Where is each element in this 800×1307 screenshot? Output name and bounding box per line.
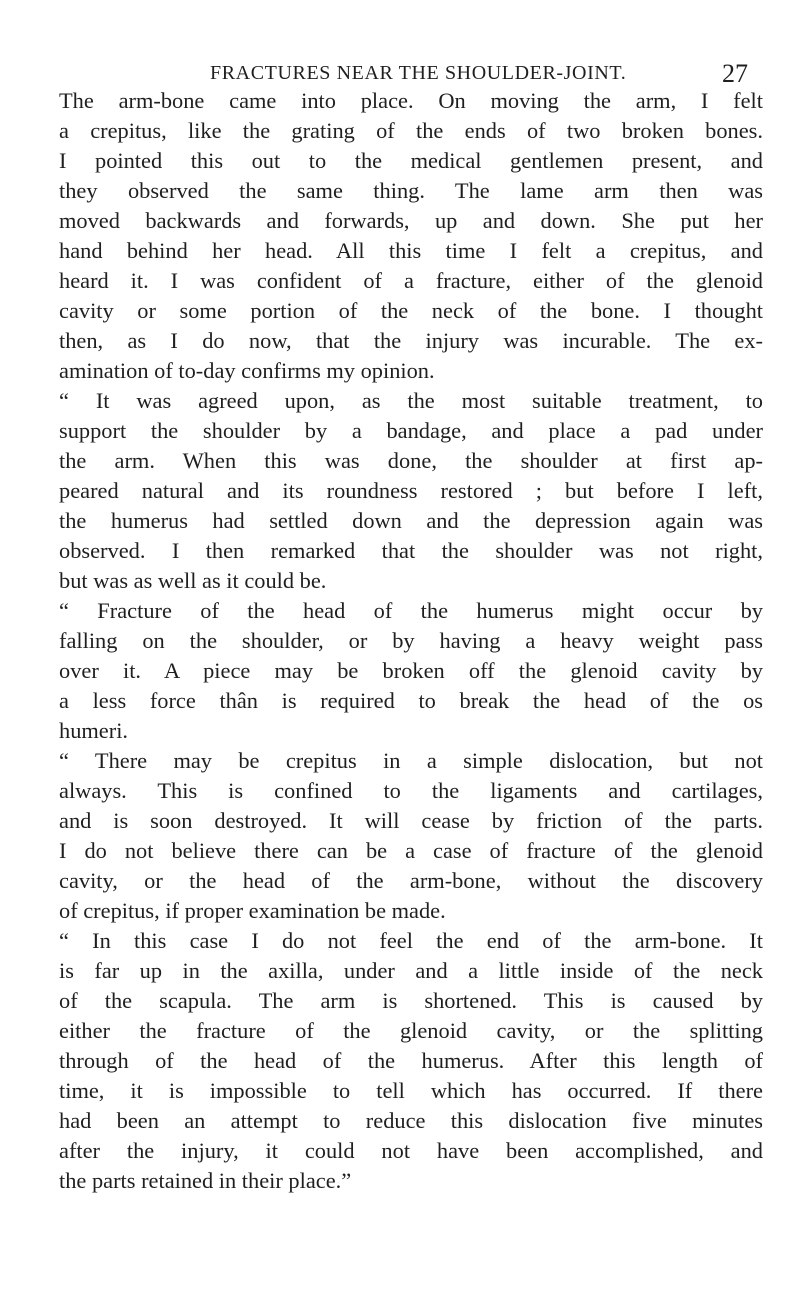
text-line: a less force thân is required to break the head of the os — [59, 688, 763, 713]
text-line: had been an attempt to reduce this dislocation five minutes — [59, 1108, 763, 1133]
text-line: either the fracture of the glenoid cavity, or the splitting — [59, 1018, 763, 1043]
text-line: I pointed this out to the medical gentlemen present, and — [59, 148, 763, 173]
paragraph-end-line: of crepitus, if proper examination be made. — [59, 898, 446, 923]
text-line: support the shoulder by a bandage, and place a pad under — [59, 418, 763, 443]
text-line: “ In this case I do not feel the end of the arm-bone. It — [59, 928, 763, 953]
text-line: I do not believe there can be a case of fracture of the glenoid — [59, 838, 763, 863]
text-line: hand behind her head. All this time I felt a crepitus, and — [59, 238, 763, 263]
text-line: cavity or some portion of the neck of the bone. I thought — [59, 298, 763, 323]
text-line: cavity, or the head of the arm-bone, without the discovery — [59, 868, 763, 893]
text-line: heard it. I was confident of a fracture, either of the glenoid — [59, 268, 763, 293]
text-line: and is soon destroyed. It will cease by friction of the parts. — [59, 808, 763, 833]
page-number: 27 — [722, 59, 748, 88]
text-line: the arm. When this was done, the shoulder at first ap- — [59, 448, 763, 473]
text-line: “ Fracture of the head of the humerus might occur by — [59, 598, 763, 623]
text-line: the humerus had settled down and the depression again was — [59, 508, 763, 533]
paragraph-end-line: amination of to-day confirms my opinion. — [59, 358, 435, 383]
text-line: time, it is impossible to tell which has occurred. If there — [59, 1078, 763, 1103]
text-line: through of the head of the humerus. After this length of — [59, 1048, 763, 1073]
text-line: observed. I then remarked that the shoulder was not right, — [59, 538, 763, 563]
text-line: moved backwards and forwards, up and down. She put her — [59, 208, 763, 233]
text-line: always. This is confined to the ligaments and cartilages, — [59, 778, 763, 803]
text-line: is far up in the axilla, under and a little inside of the neck — [59, 958, 763, 983]
text-line: “ There may be crepitus in a simple dislocation, but not — [59, 748, 763, 773]
text-line: of the scapula. The arm is shortened. This is caused by — [59, 988, 763, 1013]
text-line: falling on the shoulder, or by having a heavy weight pass — [59, 628, 763, 653]
paragraph-end-line: but was as well as it could be. — [59, 568, 327, 593]
text-line: after the injury, it could not have been accomplished, and — [59, 1138, 763, 1163]
paragraph-end-line: the parts retained in their place.” — [59, 1168, 352, 1193]
text-line: they observed the same thing. The lame arm then was — [59, 178, 763, 203]
text-line: a crepitus, like the grating of the ends of two broken bones. — [59, 118, 763, 143]
text-line: then, as I do now, that the injury was incurable. The ex- — [59, 328, 763, 353]
text-line: over it. A piece may be broken off the glenoid cavity by — [59, 658, 763, 683]
text-line: “ It was agreed upon, as the most suitable treatment, to — [59, 388, 763, 413]
paragraph-end-line: humeri. — [59, 718, 129, 743]
running-title: FRACTURES NEAR THE SHOULDER-JOINT. — [210, 62, 627, 84]
body-text — [59, 86, 763, 1196]
text-line: peared natural and its roundness restored ; but before I left, — [59, 478, 763, 503]
text-line: The arm-bone came into place. On moving the arm, I felt — [59, 88, 763, 113]
